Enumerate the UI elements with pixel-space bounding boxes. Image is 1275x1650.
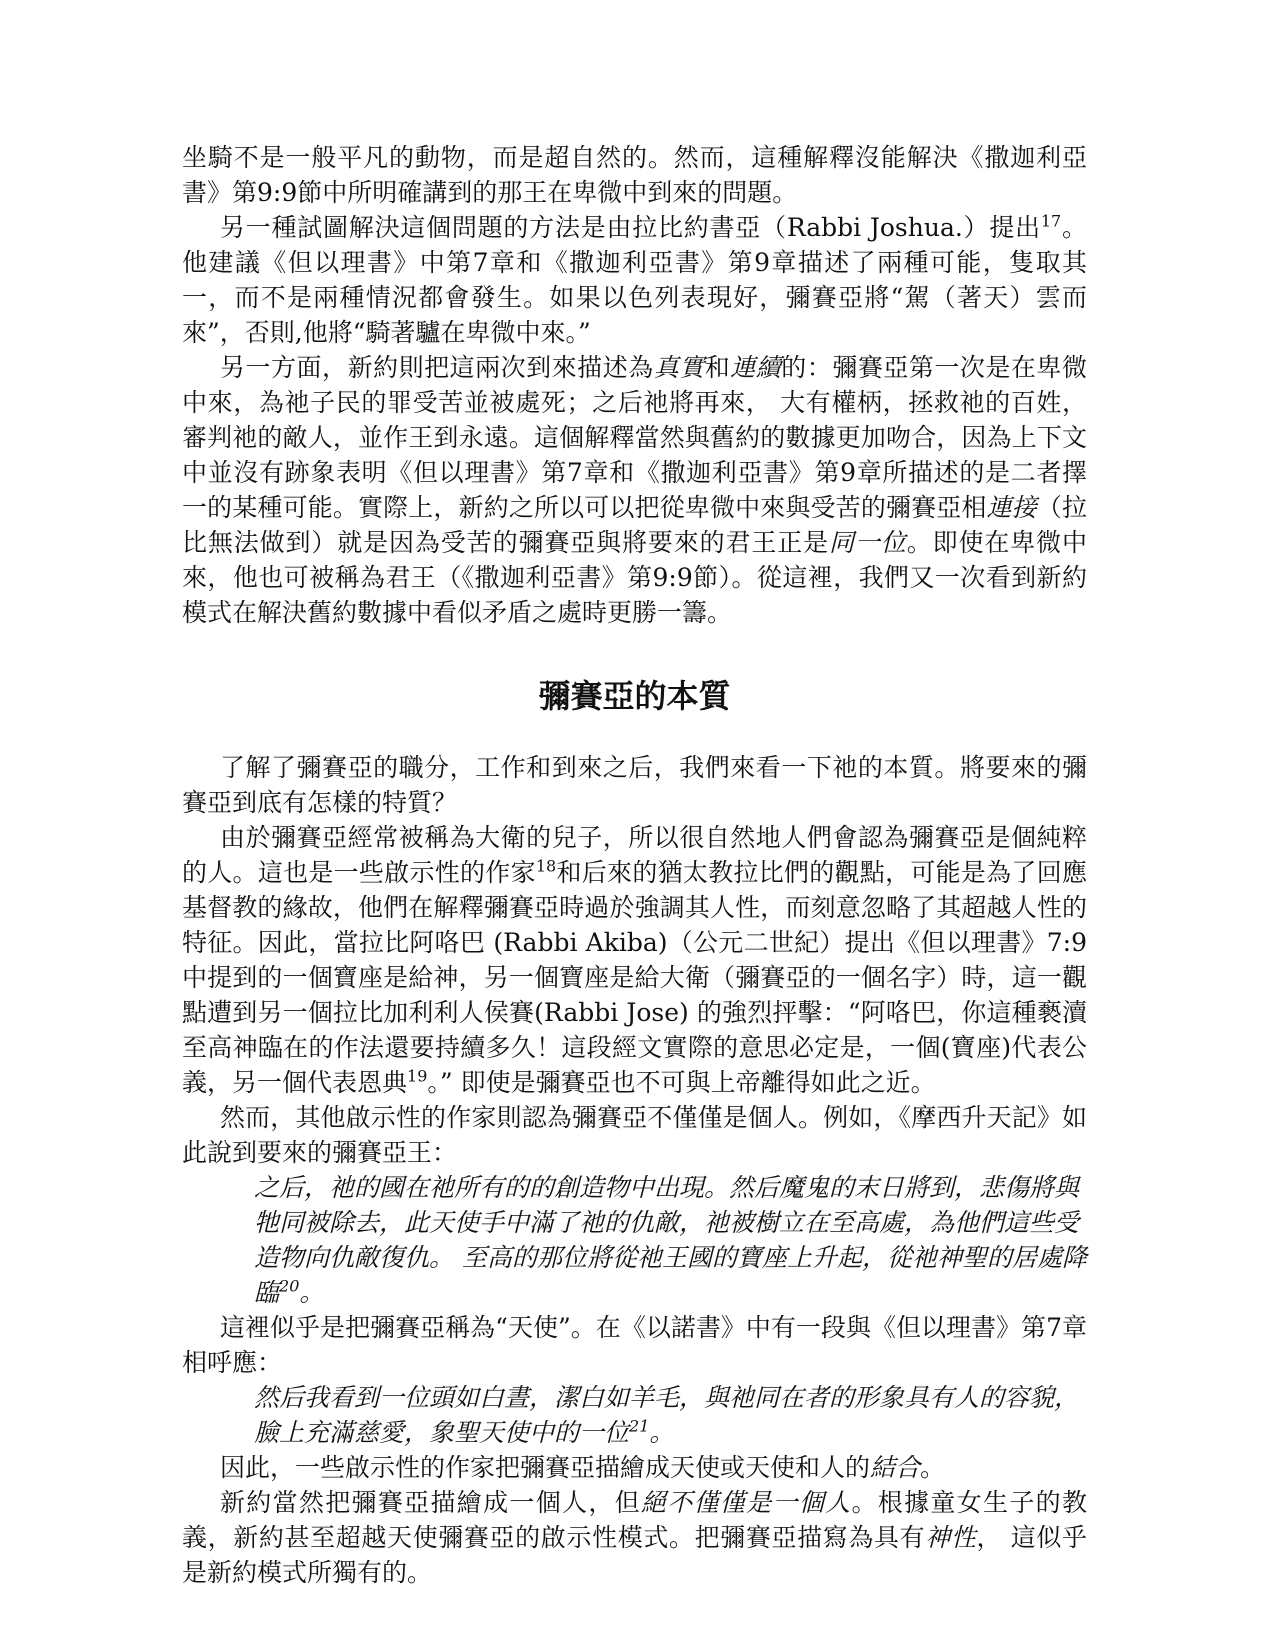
paragraph-3-text-e: 。即使在卑微中來，他也可被稱為君王（《撒迦利亞書》第9:9節）。從這裡，我們又一次看到新約模式在解決舊約數據中看似矛盾之處時更勝一籌。 xyxy=(182,528,1087,627)
paragraph-9 xyxy=(182,1485,1087,1590)
paragraph-2-text-a: 另一種試圖解決這個問題的方法是由拉比約書亞（Rabbi Joshua.）提出 xyxy=(220,213,1041,242)
footnote-ref-21[interactable]: 21 xyxy=(629,1416,650,1436)
emphasis-real: 真實 xyxy=(653,353,705,382)
paragraph-4-text: 了解了彌賽亞的職分，工作和到來之后，我們來看一下祂的本質。將要來的彌賽亞到底有怎樣的特質？ xyxy=(182,753,1087,817)
paragraph-3-text-b: 和 xyxy=(704,353,731,382)
paragraph-5-text-b: 和后來的猶太教拉比們的觀點，可能是為了回應基督教的緣故，他們在解釋彌賽亞時過於強調其人性，而刻意忽略了其超越人性的特征。因此，當拉比阿咯巴 (Rabbi Akiba)（公元二世紀）提出《但以理書》7:9中提到的一個寶座是給神，另一個寶座是給大衛（彌賽亞的一個名字）時，這一觀點遭到另一個拉比加利利人侯賽(Rabbi Jose) 的強烈抨擊：“阿咯巴，你這種褻瀆至高神臨在的作法還要持續多久！這段經文實際的意思必定是，一個(寶座)代表公義，另一個代表恩典 xyxy=(182,858,1087,1097)
paragraph-2 xyxy=(182,210,1087,350)
paragraph-2-text-b: 。他建議《但以理書》中第7章和《撒迦利亞書》第9章描述了兩種可能，隻取其一，而不是兩種情況都會發生。如果以色列表現好，彌賽亞將“駕（著天）雲而來”，否則,他將“騎著驢在卑微中來。” xyxy=(182,213,1087,347)
quote-1-text: 之后，祂的國在祂所有的的創造物中出現。然后魔鬼的末日將到，悲傷將與牠同被除去，此天使手中滿了祂的仇敵，祂被樹立在至高處，為他們這些受造物向仇敵復仇。 至高的那位將從祂王國的寶座上升起，從祂神聖的居處降臨 xyxy=(254,1173,1087,1307)
quote-2-text: 然后我看到一位頭如白晝，潔白如羊毛，與祂同在者的形象具有人的容貌，臉上充滿慈愛，象聖天使中的一位 xyxy=(254,1383,1080,1447)
paragraph-8-text-a: 因此，一些啟示性的作家把彌賽亞描繪成天使或天使和人的 xyxy=(220,1453,871,1482)
paragraph-3 xyxy=(182,350,1087,630)
paragraph-9-text-b: 。根據童女生子的教義，新約甚至超越天使彌賽亞的啟示性模式。把彌賽亞描寫為具有 xyxy=(182,1488,1087,1552)
paragraph-8-text-b: 。 xyxy=(920,1453,946,1482)
paragraph-9-text-c: ， 這似乎是新約模式所獨有的。 xyxy=(182,1523,1087,1587)
emphasis-not-merely-man: 絕不僅僅是一個人 xyxy=(640,1488,852,1517)
paragraph-8 xyxy=(182,1450,1087,1485)
footnote-ref-20[interactable]: 20 xyxy=(279,1276,300,1296)
quote-assumption-of-moses xyxy=(254,1170,1087,1310)
paragraph-1 xyxy=(182,140,1087,210)
paragraph-7-text: 這裡似乎是把彌賽亞稱為“天使”。在《以諾書》中有一段與《但以理書》第7章相呼應： xyxy=(182,1313,1087,1377)
paragraph-9-text-a: 新約當然把彌賽亞描繪成一個人，但 xyxy=(220,1488,641,1517)
footnote-ref-18[interactable]: 18 xyxy=(535,856,557,876)
footnote-ref-19[interactable]: 19 xyxy=(407,1066,428,1086)
paragraph-5 xyxy=(182,820,1087,1100)
quote-1-end: 。 xyxy=(299,1278,325,1307)
paragraph-3-text-c: 的：彌賽亞第一次是在卑微中來，為祂子民的罪受苦並被處死；之后祂將再來， 大有權柄，拯救祂的百姓，審判祂的敵人，並作王到永遠。這個解釋當然與舊約的數據更加吻合，因為上下文中並沒有跡象表明《但以理書》第7章和《撒迦利亞書》第9章所描述的是二者擇一的某種可能。實際上，新約之所以可以把從卑微中來與受苦的彌賽亞相 xyxy=(182,353,1087,522)
document-page xyxy=(182,140,1087,1590)
paragraph-3-text-a: 另一方面，新約則把這兩次到來描述為 xyxy=(220,353,654,382)
emphasis-same-one: 同一位 xyxy=(829,528,907,557)
footnote-ref-17[interactable]: 17 xyxy=(1040,211,1062,231)
paragraph-6 xyxy=(182,1100,1087,1170)
paragraph-4 xyxy=(182,750,1087,820)
quote-2-end: 。 xyxy=(649,1418,675,1447)
paragraph-3-text-d: （拉比無法做到）就是因為受苦的彌賽亞與將要來的君王正是 xyxy=(182,493,1087,557)
paragraph-7 xyxy=(182,1310,1087,1380)
quote-book-of-enoch xyxy=(254,1380,1087,1450)
paragraph-5-text-a: 由於彌賽亞經常被稱為大衛的兒子，所以很自然地人們會認為彌賽亞是個純粹的人。這也是一些啟示性的作家 xyxy=(182,823,1087,887)
emphasis-continuous: 連續 xyxy=(730,353,782,382)
emphasis-connect: 連接 xyxy=(986,493,1037,522)
section-heading: 彌賽亞的本質 xyxy=(538,677,731,715)
emphasis-divinity: 神性 xyxy=(925,1523,977,1552)
paragraph-6-text: 然而，其他啟示性的作家則認為彌賽亞不僅僅是個人。例如，《摩西升天記》如此說到要來的彌賽亞王： xyxy=(182,1103,1087,1167)
paragraph-5-text-c: 。” 即使是彌賽亞也不可與上帝離得如此之近。 xyxy=(427,1068,936,1097)
paragraph-1-text: 坐騎不是一般平凡的動物，而是超自然的。然而，這種解釋沒能解決《撒迦利亞書》第9:9節中所明確講到的那王在卑微中到來的問題。 xyxy=(182,143,1087,207)
emphasis-combination: 結合 xyxy=(870,1453,921,1482)
